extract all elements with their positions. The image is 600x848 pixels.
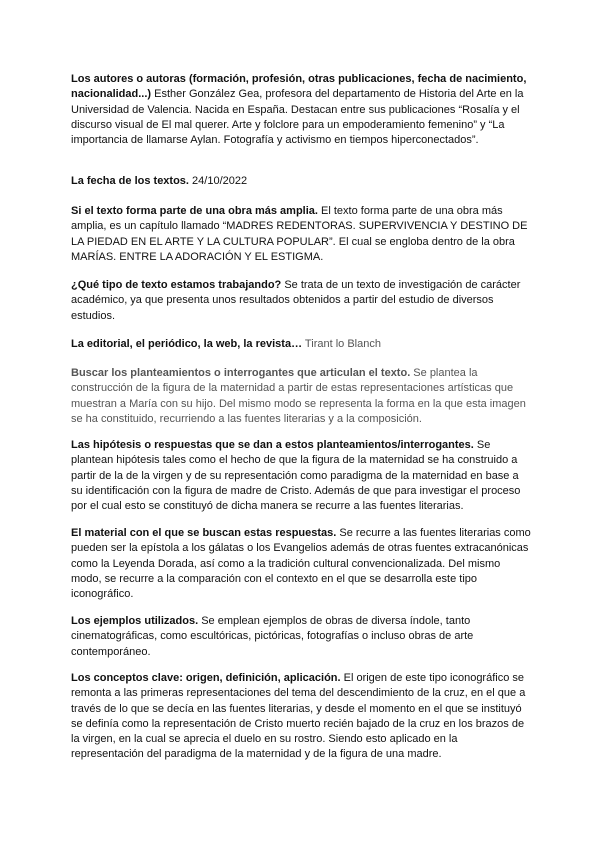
text-larger-work: El texto forma parte de una obra más amplia, es un capítulo llamado “MADRES REDENTORAS. SUPERVIVENCIA Y DESTINO DE LA PIEDAD EN EL ARTE Y LA CULTURA POPULAR”. El cual se engloba dentro de la obra MARÍAS. ENTRE LA ADORACIÓN Y EL ESTIGMA. xyxy=(71,205,528,263)
paragraph-key-concepts xyxy=(71,671,531,763)
paragraph-date xyxy=(71,174,531,189)
text-examples: Se emplean ejemplos de obras de diversa índole, tanto cinematográficas, como escultóricas, pictóricas, fotografías o incluso obras de arte contemporáneo. xyxy=(71,615,474,658)
text-key-concepts: El origen de este tipo iconográfico se remonta a las primeras representaciones del tema del descendimiento de la cruz, en el que a través de lo que se decía en las fuentes literarias, y desde el momento en el que se instituyó se definía como la representación de Cristo muerto recién bajado de la cruz en los brazos de la virgen, en la cual se aprecia el duelo en su rostro. Siendo esto aplicado en la representación del paradigma de la maternidad y de la figura de una madre. xyxy=(71,672,526,761)
text-hypotheses: Se plantean hipótesis tales como el hecho de que la figura de la maternidad se ha construido a partir de la de la virgen y de su representación como paradigma de la maternidad en base a su identificación con la figura de madre de Cristo. Además de que para investigar el proceso por el cual esto se constituyó de dicha manera se recurre a las fuentes literarias. xyxy=(71,439,521,513)
heading-authors: Los autores o autoras (formación, profesión, otras publicaciones, fecha de nacimiento, nacionalidad...) xyxy=(71,73,527,101)
text-date: 24/10/2022 xyxy=(188,175,248,187)
heading-material: El material con el que se buscan estas respuestas. xyxy=(71,527,337,539)
paragraph-approaches xyxy=(71,366,531,427)
paragraph-text-type xyxy=(71,278,531,324)
paragraph-material xyxy=(71,526,531,602)
text-material: Se recurre a las fuentes literarias como pueden ser la epístola a los gálatas o los Evangelios además de otras fuentes extracanónicas como la Leyenda Dorada, así como a la tradición cultural convencionalizada. Del mismo modo, se recurre a la comparación con el contexto en el que se desarrolla este tipo iconográfico. xyxy=(71,527,531,601)
heading-hypotheses: Las hipótesis o respuestas que se dan a estos planteamientos/interrogantes. xyxy=(71,439,474,451)
heading-key-concepts: Los conceptos clave: origen, definición, aplicación. xyxy=(71,672,341,684)
heading-publisher: La editorial, el periódico, la web, la revista… xyxy=(71,338,303,350)
heading-examples: Los ejemplos utilizados. xyxy=(71,615,199,627)
paragraph-larger-work xyxy=(71,204,531,265)
heading-text-type: ¿Qué tipo de texto estamos trabajando? xyxy=(71,279,282,291)
text-publisher: Tirant lo Blanch xyxy=(302,338,381,350)
paragraph-publisher xyxy=(71,337,531,352)
heading-approaches: Buscar los planteamientos o interrogantes que articulan el texto. xyxy=(71,367,411,379)
text-approaches: Se plantea la construcción de la figura de la maternidad a partir de estas representaciones artísticas que muestran a María con su hijo. Del mismo modo se representa la forma en la que esta imagen se ha constituido, recurriendo a las fuentes literarias y a la composición. xyxy=(71,367,526,425)
heading-date: La fecha de los textos. xyxy=(71,175,189,187)
text-authors: Esther González Gea, profesora del departamento de Historia del Arte en la Universidad de Valencia. Nacida en España. Destacan entre sus publicaciones “Rosalía y el discurso visual de El mal querer. Arte y folclore para un empoderamiento femenino” y “La importancia de llamarse Aylan. Fotografía y activismo en tiempos hiperconectados”. xyxy=(71,88,524,147)
paragraph-examples xyxy=(71,614,531,660)
paragraph-hypotheses xyxy=(71,438,531,514)
text-text-type: Se trata de un texto de investigación de carácter académico, ya que presenta unos resultados obtenidos a partir del estudio de diversos estudios. xyxy=(71,279,521,322)
heading-larger-work: Si el texto forma parte de una obra más amplia. xyxy=(71,205,318,217)
paragraph-authors xyxy=(71,72,531,148)
